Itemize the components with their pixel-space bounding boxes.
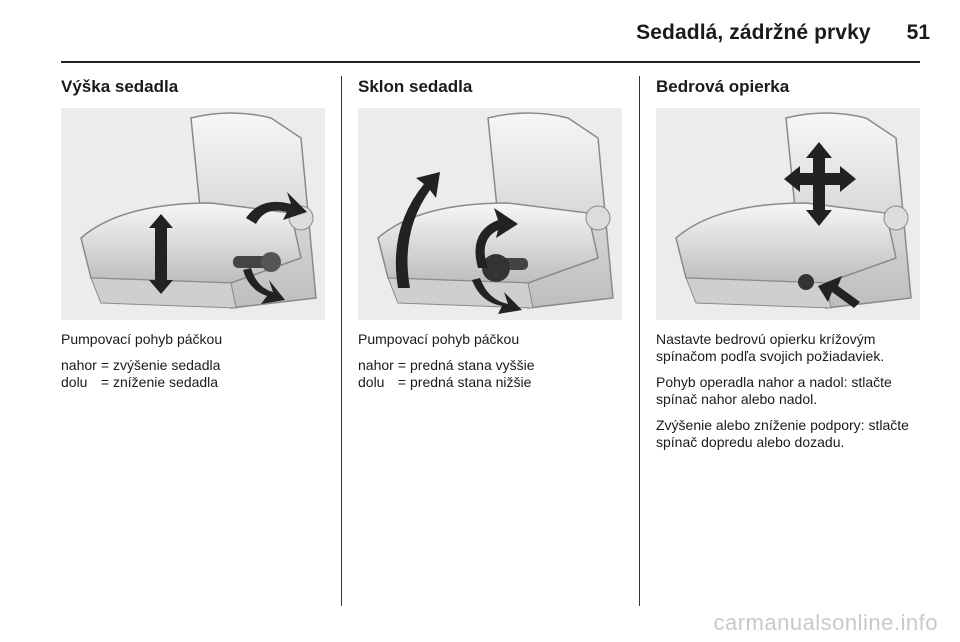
paragraph: Pohyb operadla nahor a nadol: stlačte spínač nahor alebo nadol. bbox=[656, 374, 892, 407]
pair-key: dolu bbox=[358, 374, 385, 390]
column-seat-tilt bbox=[358, 76, 628, 390]
pair-sep: = bbox=[397, 374, 406, 390]
pair-value: predná stana nižšie bbox=[410, 374, 532, 390]
pair-key: nahor bbox=[358, 357, 394, 373]
paragraph: Zvýšenie alebo zníženie podpory: stlačte spínač dopredu alebo dozadu. bbox=[656, 417, 909, 450]
pair-value: zvýšenie sedadla bbox=[113, 357, 221, 373]
pair-key: dolu bbox=[61, 374, 88, 390]
watermark: carmanualsonline.info bbox=[713, 610, 938, 635]
header-rule bbox=[61, 61, 920, 63]
section-heading: Bedrová opierka bbox=[656, 77, 790, 96]
paragraph: Nastavte bedrovú opierku krížovým spínačom podľa svojich požiadaviek. bbox=[656, 331, 885, 364]
section-heading: Sklon sedadla bbox=[358, 77, 473, 96]
column-seat-height bbox=[61, 76, 331, 390]
pair-key: nahor bbox=[61, 357, 97, 373]
seat-height-illustration bbox=[61, 108, 325, 320]
column-text bbox=[656, 331, 922, 460]
page-title: Sedadlá, zádržné prvky bbox=[636, 21, 871, 44]
seat-tilt-illustration bbox=[358, 108, 622, 320]
column-divider-1 bbox=[341, 76, 342, 606]
column-text bbox=[358, 331, 535, 391]
paragraph: Pumpovací pohyb páčkou bbox=[61, 331, 223, 347]
section-heading: Výška sedadla bbox=[61, 77, 179, 96]
key-value-list bbox=[61, 357, 222, 391]
column-divider-2 bbox=[639, 76, 640, 606]
pair-sep: = bbox=[100, 374, 109, 390]
column-text bbox=[61, 331, 222, 391]
page-number: 51 bbox=[906, 21, 930, 44]
paragraph: Pumpovací pohyb páčkou bbox=[358, 331, 520, 347]
key-value-list bbox=[358, 357, 535, 391]
pair-value: zníženie sedadla bbox=[113, 374, 219, 390]
column-lumbar-support bbox=[656, 76, 926, 450]
lumbar-support-illustration bbox=[656, 108, 920, 320]
pair-value: predná stana vyššie bbox=[410, 357, 535, 373]
pair-sep: = bbox=[397, 357, 406, 373]
pair-sep: = bbox=[100, 357, 109, 373]
page-header bbox=[0, 16, 930, 50]
